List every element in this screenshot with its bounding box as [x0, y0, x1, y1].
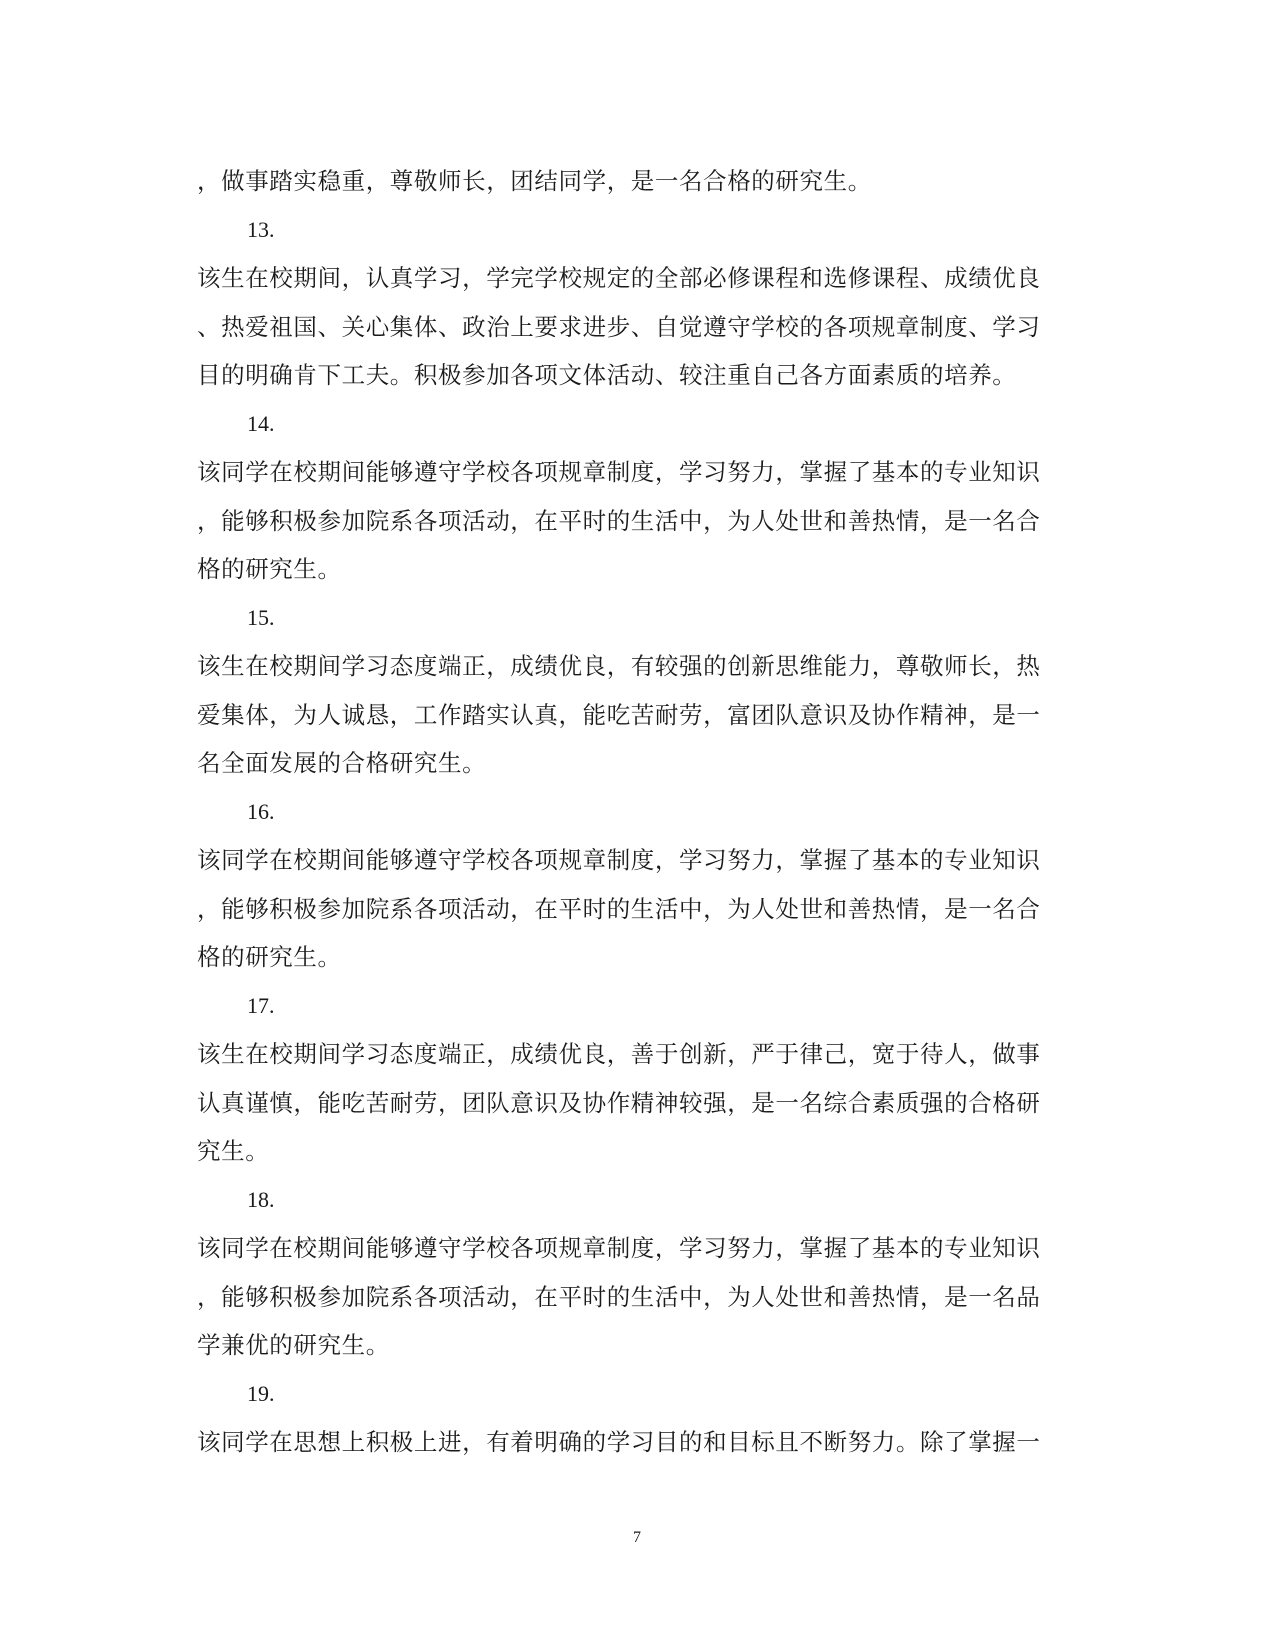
text-line: ，能够积极参加院系各项活动，在平时的生活中，为人处世和善热情，是一名品	[197, 1282, 1041, 1311]
item-number: 14.	[247, 410, 275, 436]
text-line: 名全面发展的合格研究生。	[197, 749, 487, 777]
text-line: 认真谨慎，能吃苦耐劳，团队意识及协作精神较强，是一名综合素质强的合格研	[197, 1088, 1041, 1117]
text-line: 格的研究生。	[197, 555, 342, 583]
text-line: 目的明确肯下工夫。积极参加各项文体活动、较注重自己各方面素质的培养。	[197, 361, 1017, 389]
page-number: 7	[633, 1529, 641, 1546]
text-line: 该同学在校期间能够遵守学校各项规章制度，学习努力，掌握了基本的专业知识	[197, 458, 1041, 486]
text-line: 该同学在思想上积极上进，有着明确的学习目的和目标且不断努力。除了掌握一	[197, 1428, 1041, 1456]
item-number: 19.	[247, 1380, 275, 1406]
text-line: 该生在校期间学习态度端正，成绩优良，善于创新，严于律己，宽于待人，做事	[197, 1040, 1041, 1068]
text-line: ，做事踏实稳重，尊敬师长，团结同学，是一名合格的研究生。	[197, 167, 872, 195]
item-number: 18.	[247, 1186, 275, 1212]
text-line: 学兼优的研究生。	[197, 1331, 390, 1359]
item-number: 17.	[247, 992, 275, 1018]
text-line: 、热爱祖国、关心集体、政治上要求进步、自觉遵守学校的各项规章制度、学习	[197, 312, 1041, 341]
text-line: 该生在校期间学习态度端正，成绩优良，有较强的创新思维能力，尊敬师长，热	[197, 652, 1041, 680]
text-line: 该同学在校期间能够遵守学校各项规章制度，学习努力，掌握了基本的专业知识	[197, 1234, 1041, 1262]
text-line: 格的研究生。	[197, 943, 342, 971]
item-number: 16.	[247, 798, 275, 824]
item-number: 15.	[247, 604, 275, 630]
text-line: ，能够积极参加院系各项活动，在平时的生活中，为人处世和善热情，是一名合	[197, 506, 1041, 535]
text-line: ，能够积极参加院系各项活动，在平时的生活中，为人处世和善热情，是一名合	[197, 894, 1041, 923]
text-line: 爱集体，为人诚恳，工作踏实认真，能吃苦耐劳，富团队意识及协作精神，是一	[197, 700, 1041, 729]
text-line: 究生。	[197, 1137, 270, 1165]
item-number: 13.	[247, 216, 275, 242]
text-line: 该同学在校期间能够遵守学校各项规章制度，学习努力，掌握了基本的专业知识	[197, 846, 1041, 874]
text-line: 该生在校期间，认真学习，学完学校规定的全部必修课程和选修课程、成绩优良	[197, 264, 1041, 292]
document-body	[197, 157, 1077, 1467]
